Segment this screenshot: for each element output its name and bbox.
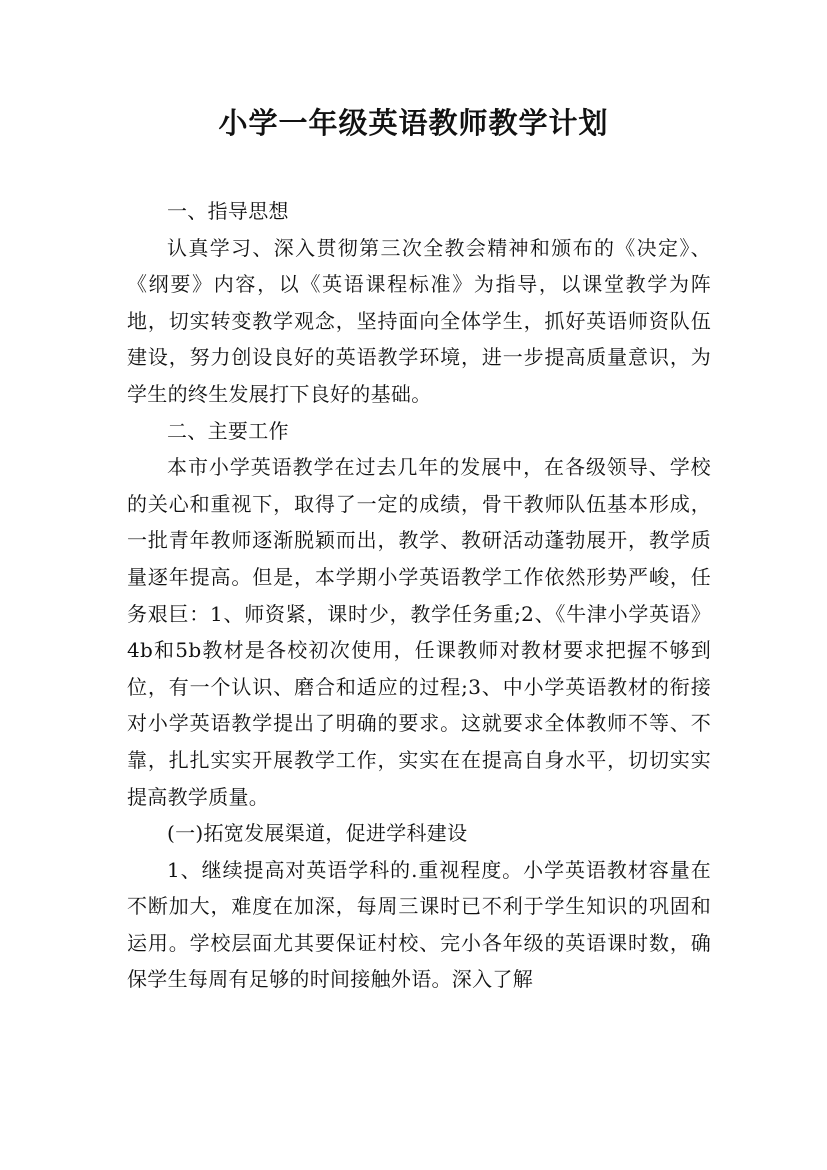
document-title: 小学一年级英语教师教学计划 <box>218 106 609 140</box>
paragraph-item-1: 1、继续提高对英语学科的.重视程度。小学英语教材容量在不断加大，难度在加深，每周三课时已不利于学生知识的巩固和运用。学校层面尤其要保证村校、完小各年级的英语课时数，确保学生每周有足够的时间接触外语。深入了解 <box>127 857 711 992</box>
section-heading-main-work: 二、主要工作 <box>167 418 289 443</box>
paragraph-guiding-ideology: 认真学习、深入贯彻第三次全教会精神和颁布的《决定》、《纲要》内容，以《英语课程标准》为指导，以课堂教学为阵地，切实转变教学观念，坚持面向全体学生，抓好英语师资队伍建设，努力创设良好的英语教学环境，进一步提高质量意识，为学生的终生发展打下良好的基础。 <box>127 235 711 406</box>
subsection-heading-broaden-channels: (一)拓宽发展渠道，促进学科建设 <box>167 821 468 846</box>
section-heading-guiding-ideology: 一、指导思想 <box>167 199 289 223</box>
paragraph-main-work: 本市小学英语教学在过去几年的发展中，在各级领导、学校的关心和重视下，取得了一定的成绩，骨干教师队伍基本形成，一批青年教师逐渐脱颖而出，教学、教研活动蓬勃展开，教学质量逐年提高。但是，本学期小学英语教学工作依然形势严峻，任务艰巨：1、师资紧，课时少，教学任务重;2、《牛津小学英语》4b和5b教材是各校初次使用，任课教师对教材要求把握不够到位，有一个认识、磨合和适应的过程;3、中小学英语教材的衔接对小学英语教学提出了明确的要求。这就要求全体教师不等、不靠，扎扎实实开展教学工作，实实在在提高自身水平，切切实实提高教学质量。 <box>127 455 711 809</box>
document-body <box>127 193 711 998</box>
